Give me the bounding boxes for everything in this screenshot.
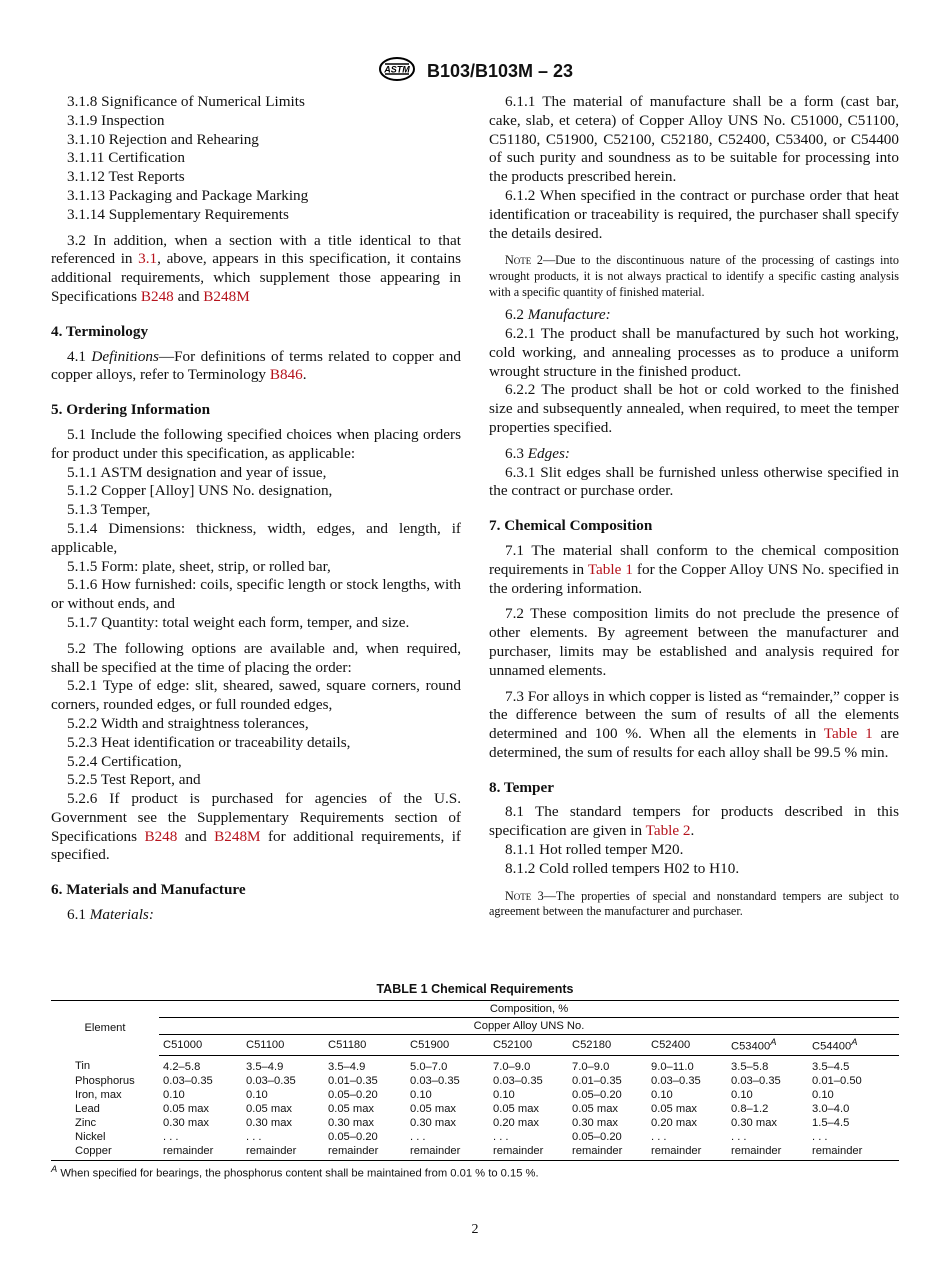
- list-item: 5.2.3 Heat identification or traceability details,: [67, 733, 351, 751]
- table-cell: . . .: [651, 1130, 667, 1143]
- table-row: [51, 1088, 899, 1102]
- link-section-3-1[interactable]: 3.1: [138, 250, 158, 268]
- note-label: Note: [505, 888, 532, 903]
- text: 3.2 In addition, when a section with a title identical to that referenced in: [51, 231, 461, 268]
- paragraph-5-2-6: [51, 790, 461, 865]
- text: for the Copper Alloy UNS No. specified in the ordering information.: [489, 560, 899, 597]
- table-cell: 0.01–0.35: [572, 1074, 622, 1087]
- table-row: [51, 1130, 899, 1144]
- table-cell: remainder: [568, 1144, 647, 1161]
- list-item: 5.1.6 How furnished: coils, specific length or stock lengths, with or without ends, and: [51, 576, 461, 613]
- table-cell: 0.03–0.35: [493, 1074, 543, 1087]
- table-cell: 0.05 max: [651, 1102, 698, 1115]
- text: 6.3: [505, 444, 528, 462]
- list-item: 5.1.3 Temper,: [67, 501, 151, 519]
- list-item: 3.1.11 Certification: [67, 149, 185, 167]
- table-cell: 0.05 max: [410, 1102, 457, 1115]
- paragraph-8-1: [489, 803, 899, 841]
- table-cell: remainder: [647, 1144, 727, 1161]
- text: and: [177, 827, 215, 845]
- paragraph-6-1-1: 6.1.1 The material of manufacture shall be a form (cast bar, cake, slab, et cetera) of Copper Alloy UNS No. C51000, C51100, C51180, C51900, C52100, C52180, C52400, C53400, or C54400 of such purity and soundness as to be suitable for processing into the products prescribed herein.: [489, 93, 899, 186]
- alloy-column-header: [808, 1035, 899, 1056]
- text: 8.1 The standard tempers for products described in this specification are given in: [489, 803, 899, 840]
- table-cell: 3.0–4.0: [812, 1102, 850, 1115]
- section-heading-4: 4. Terminology: [51, 322, 149, 340]
- list-item: 5.1.5 Form: plate, sheet, strip, or rolled bar,: [67, 557, 331, 575]
- list-item: 5.2.2 Width and straightness tolerances,: [67, 714, 309, 732]
- link-table-1[interactable]: Table 1: [823, 725, 873, 743]
- alloy-column-header: [406, 1035, 489, 1056]
- paragraph-6-2-1: 6.2.1 The product shall be manufactured by such hot working, cold working, and annealing processes as to produce a uniform wrought structure in the finished product.: [489, 324, 899, 380]
- element-name: Zinc: [75, 1116, 97, 1129]
- table-cell: 0.30 max: [410, 1116, 457, 1129]
- table-cell: 7.0–9.0: [493, 1060, 531, 1073]
- composition-header: Composition, %: [159, 1001, 899, 1018]
- text: are determined, the sum of results for each alloy shall be 99.5 % min.: [489, 725, 899, 761]
- table-cell: 0.10: [410, 1088, 432, 1101]
- alloy-code: C51100: [246, 1038, 285, 1051]
- link-b248m[interactable]: B248M: [214, 827, 261, 845]
- table-cell: . . .: [731, 1130, 747, 1143]
- text: Manufacture:: [527, 306, 611, 324]
- alloy-column-header: [727, 1035, 808, 1056]
- list-item: 5.2.1 Type of edge: slit, sheared, sawed, square corners, round corners, rounded edges, or full rounded edges,: [51, 677, 461, 714]
- text: for additional requirements, if specified.: [51, 827, 461, 864]
- element-name: Copper: [51, 1144, 159, 1161]
- alloy-code: C51000: [163, 1038, 203, 1051]
- paragraph-8-1-1: 8.1.1 Hot rolled temper M20.: [505, 841, 684, 859]
- alloy-header-row: [51, 1035, 899, 1056]
- table-cell: remainder: [159, 1144, 242, 1161]
- paragraph-6-3: [489, 445, 899, 464]
- table-cell: 3.5–4.9: [246, 1060, 284, 1073]
- text: 6.1: [67, 906, 90, 924]
- note-label: Note: [505, 253, 532, 268]
- text: Definitions: [91, 347, 159, 365]
- text: 7.1 The material shall conform to the chemical composition requirements in: [489, 541, 899, 578]
- table-cell: 0.05 max: [163, 1102, 210, 1115]
- section-heading-6: 6. Materials and Manufacture: [51, 881, 246, 899]
- element-name: Phosphorus: [75, 1074, 135, 1087]
- table-cell: 0.05 max: [328, 1102, 375, 1115]
- alloy-code: C53400: [731, 1040, 771, 1053]
- astm-logo-icon: [377, 56, 417, 87]
- table-cell: remainder: [727, 1144, 808, 1161]
- table-cell: 0.03–0.35: [246, 1074, 296, 1087]
- footnote-mark: A: [770, 1037, 777, 1047]
- table-cell: 3.5–4.5: [812, 1060, 850, 1073]
- footnote-mark: A: [51, 1164, 58, 1174]
- text: Materials:: [89, 906, 154, 924]
- table-cell: remainder: [489, 1144, 568, 1161]
- table-cell: remainder: [406, 1144, 489, 1161]
- link-b846[interactable]: B846: [269, 366, 303, 384]
- table-row: [51, 1074, 899, 1088]
- element-name: Tin: [75, 1060, 91, 1073]
- table-row: [51, 1144, 899, 1161]
- text: .: [302, 366, 307, 384]
- table-cell: 0.05 max: [246, 1102, 293, 1115]
- table-cell: 0.05 max: [572, 1102, 619, 1115]
- link-table-1[interactable]: Table 1: [587, 560, 633, 578]
- alloy-code: C54400: [812, 1040, 852, 1053]
- alloy-column-header: [647, 1035, 727, 1056]
- table-cell: 0.30 max: [731, 1116, 778, 1129]
- list-item: 3.1.14 Supplementary Requirements: [67, 205, 289, 223]
- link-b248m[interactable]: B248M: [203, 287, 250, 305]
- table-cell: 3.5–5.8: [731, 1060, 769, 1073]
- document-designation: B103/B103M – 23: [426, 61, 574, 81]
- section-heading-5: 5. Ordering Information: [51, 401, 211, 419]
- text: Edges:: [527, 444, 570, 462]
- list-item: 3.1.8 Significance of Numerical Limits: [67, 93, 305, 110]
- section-heading-7: 7. Chemical Composition: [489, 517, 653, 535]
- table-cell: 0.05–0.20: [328, 1088, 378, 1101]
- text: 7.3 For alloys in which copper is listed as “remainder,” copper is the difference between the sum of results of all the elements determined and 100 %. When all the elements in: [489, 687, 899, 743]
- text: .: [690, 822, 695, 840]
- footnote-text: When specified for bearings, the phosphorus content shall be maintained from 0.01 % to 0.15 %.: [57, 1167, 539, 1180]
- section-3-1-list: [51, 93, 461, 225]
- uns-header: Copper Alloy UNS No.: [159, 1018, 899, 1035]
- table-cell: 0.30 max: [572, 1116, 619, 1129]
- text: 2—Due to the discontinuous nature of the processing of castings into wrought products, it is not always practical to identify a specific casting analysis with a specific quantity of finished material.: [489, 253, 899, 299]
- list-item: 3.1.9 Inspection: [67, 111, 165, 129]
- table-cell: 0.20 max: [651, 1116, 698, 1129]
- table-cell: 0.05–0.20: [572, 1088, 622, 1101]
- note-3: [489, 889, 899, 920]
- chemical-requirements-table: [51, 1000, 899, 1161]
- alloy-column-header: [489, 1035, 568, 1056]
- page-header: [0, 56, 950, 87]
- table-cell: 0.8–1.2: [731, 1102, 769, 1115]
- alloy-code: C52180: [572, 1038, 612, 1051]
- table-1-title: TABLE 1 Chemical Requirements: [376, 982, 574, 996]
- paragraph-6-2-2: 6.2.2 The product shall be hot or cold worked to the finished size and subsequently annealed, when required, to meet the temper properties specified.: [489, 381, 899, 436]
- table-row: [51, 1102, 899, 1116]
- note-2: [489, 253, 899, 300]
- list-item: 5.2.4 Certification,: [67, 752, 182, 770]
- text: 5.2.6 If product is purchased for agencies of the U.S. Government see the Supplementary Requirements section of Specifications: [51, 790, 461, 845]
- table-cell: 0.30 max: [328, 1116, 375, 1129]
- paragraph-6-1: [51, 906, 461, 925]
- text: and: [173, 287, 204, 305]
- table-cell: 0.05 max: [493, 1102, 540, 1115]
- link-table-2[interactable]: Table 2: [645, 822, 691, 840]
- text: 4.1: [67, 347, 92, 365]
- paragraph-5-1: 5.1 Include the following specified choices when placing orders for product under this specification, as applicable:: [51, 425, 461, 462]
- text: 3—The properties of special and nonstandard tempers are subject to agreement between the manufacturer and purchaser.: [489, 888, 899, 919]
- list-item: 3.1.12 Test Reports: [67, 168, 185, 186]
- table-cell: 0.10: [493, 1088, 515, 1101]
- table-cell: 0.03–0.35: [163, 1074, 213, 1087]
- table-cell: 0.20 max: [493, 1116, 540, 1129]
- paragraph-5-2: 5.2 The following options are available and, when required, shall be specified at the time of placing the order:: [51, 639, 461, 676]
- table-cell: 0.01–0.50: [812, 1074, 862, 1087]
- table-cell: 0.03–0.35: [651, 1074, 701, 1087]
- paragraph-6-2: [489, 306, 899, 325]
- table-body: [51, 1055, 899, 1160]
- table-cell: 4.2–5.8: [163, 1060, 201, 1073]
- element-header: Element: [51, 1001, 159, 1056]
- paragraph-6-1-2: 6.1.2 When specified in the contract or purchase order that heat identification or traceability is required, the purchaser shall specify the details desired.: [489, 186, 899, 242]
- table-cell: remainder: [808, 1144, 899, 1161]
- table-cell: 0.05–0.20: [572, 1130, 622, 1143]
- list-item: 5.1.1 ASTM designation and year of issue,: [67, 463, 327, 481]
- paragraph-7-2: 7.2 These composition limits do not preclude the presence of other elements. By agreement between the manufacturer and purchaser, limits may be established and analysis required for unnamed elements.: [489, 605, 899, 679]
- footnote-mark: A: [851, 1037, 858, 1047]
- table-cell: 0.03–0.35: [731, 1074, 781, 1087]
- section-heading-8: 8. Temper: [489, 778, 554, 796]
- left-column: [51, 93, 461, 925]
- text: —For definitions of terms related to copper and copper alloys, refer to Terminology: [51, 347, 461, 384]
- table-cell: 0.10: [246, 1088, 268, 1101]
- list-item: 3.1.10 Rejection and Rehearing: [67, 130, 259, 148]
- table-row: [51, 1055, 899, 1074]
- element-name: Nickel: [75, 1130, 106, 1143]
- table-footnote: [51, 1164, 899, 1180]
- paragraph-3-2: [51, 232, 461, 307]
- element-name: Iron, max: [75, 1088, 122, 1101]
- alloy-code: C52100: [493, 1038, 533, 1051]
- svg-text:ASTM: ASTM: [384, 64, 410, 75]
- element-name: Lead: [75, 1102, 100, 1115]
- list-item: 5.2.5 Test Report, and: [67, 771, 201, 789]
- table-cell: 9.0–11.0: [651, 1060, 694, 1073]
- link-b248[interactable]: B248: [140, 287, 174, 305]
- table-cell: 0.30 max: [246, 1116, 293, 1129]
- table-cell: . . .: [493, 1130, 509, 1143]
- table-cell: 0.30 max: [163, 1116, 210, 1129]
- table-cell: 0.01–0.35: [328, 1074, 378, 1087]
- list-item: 5.1.4 Dimensions: thickness, width, edges, and length, if applicable,: [51, 519, 461, 556]
- list-item: 5.1.2 Copper [Alloy] UNS No. designation,: [67, 482, 333, 500]
- table-cell: . . .: [410, 1130, 426, 1143]
- page-number: 2: [471, 1222, 479, 1237]
- paragraph-4-1: [51, 348, 461, 386]
- paragraph-7-1: [489, 542, 899, 598]
- alloy-column-header: [242, 1035, 324, 1056]
- alloy-column-header: [568, 1035, 647, 1056]
- table-cell: 3.5–4.9: [328, 1060, 366, 1073]
- link-b248[interactable]: B248: [144, 827, 178, 845]
- paragraph-6-3-1: 6.3.1 Slit edges shall be furnished unless otherwise specified in the contract or purchase order.: [489, 463, 899, 500]
- table-cell: . . .: [812, 1130, 828, 1143]
- right-column: [489, 93, 899, 926]
- table-cell: . . .: [246, 1130, 262, 1143]
- table-cell: 0.10: [163, 1088, 185, 1101]
- paragraph-8-1-2: 8.1.2 Cold rolled tempers H02 to H10.: [505, 859, 740, 877]
- table-cell: remainder: [324, 1144, 406, 1161]
- text: 6.2: [505, 306, 528, 324]
- table-cell: 5.0–7.0: [410, 1060, 448, 1073]
- table-cell: 1.5–4.5: [812, 1116, 850, 1129]
- table-cell: 0.10: [651, 1088, 673, 1101]
- alloy-code: C51180: [328, 1038, 367, 1051]
- paragraph-7-3: [489, 688, 899, 763]
- text: , above, appears in this specification, it contains additional requirements, which supplement those appearing in Specifications: [51, 250, 461, 305]
- table-cell: 0.03–0.35: [410, 1074, 460, 1087]
- list-item: 3.1.13 Packaging and Package Marking: [67, 186, 309, 204]
- table-cell: remainder: [242, 1144, 324, 1161]
- alloy-column-header: [324, 1035, 406, 1056]
- table-cell: 0.10: [731, 1088, 753, 1101]
- table-row: [51, 1116, 899, 1130]
- alloy-code: C52400: [651, 1038, 691, 1051]
- alloy-code: C51900: [410, 1038, 450, 1051]
- table-cell: 7.0–9.0: [572, 1060, 610, 1073]
- alloy-column-header: [159, 1035, 242, 1056]
- table-cell: 0.05–0.20: [328, 1130, 378, 1143]
- table-cell: . . .: [163, 1130, 179, 1143]
- list-item: 5.1.7 Quantity: total weight each form, temper, and size.: [67, 613, 410, 631]
- table-cell: 0.10: [812, 1088, 834, 1101]
